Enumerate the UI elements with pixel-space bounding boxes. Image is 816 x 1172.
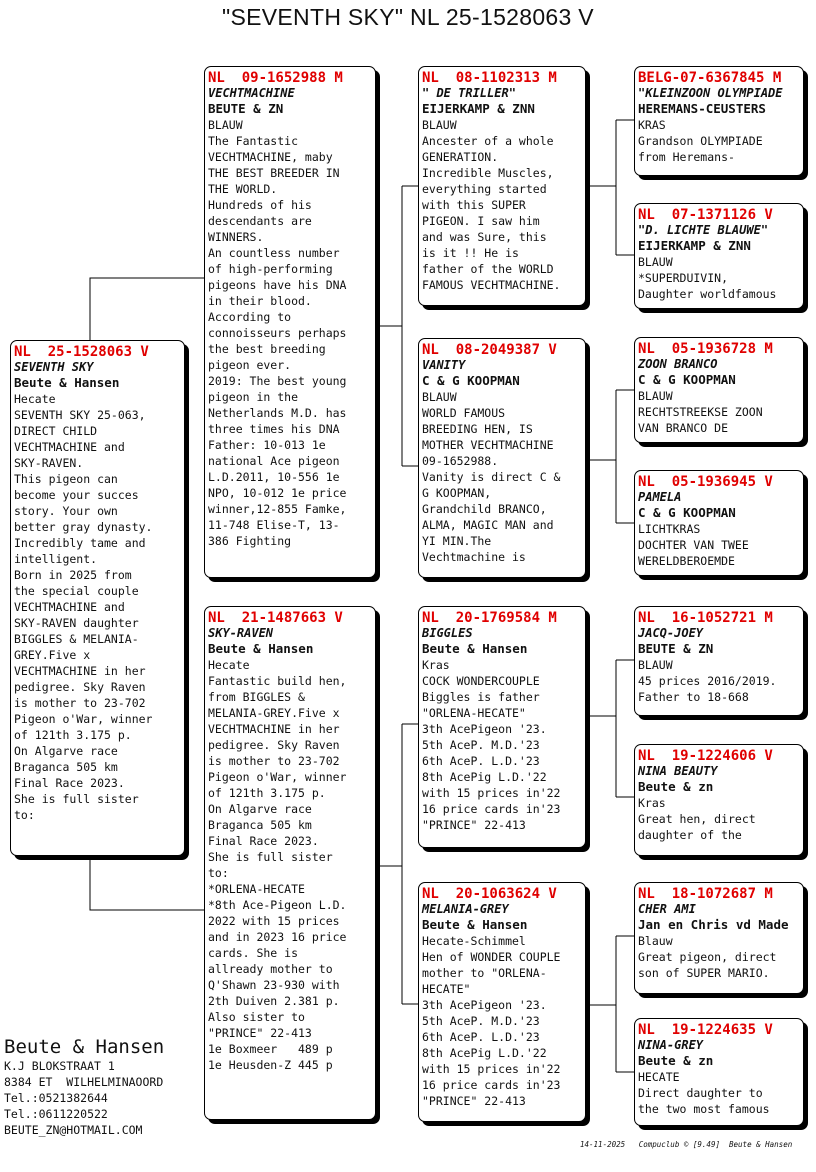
page-title: "SEVENTH SKY" NL 25-1528063 V (222, 4, 594, 30)
pigeon-description: Grandson OLYMPIADE from Heremans- (638, 134, 763, 164)
pigeon-description: Hen of WONDER COUPLE mother to "ORLENA- HECATE" 3th AcePigeon '23. 5th AceP. M.D.'23 6th AceP. L.D.'23 8th AcePig L.D.'22 with 15 prices in'22 16 price cards in'23 "PRINCE" 22-413 (422, 950, 561, 1108)
pigeon-color: Kras (638, 796, 666, 810)
pigeon-card-father-mother[interactable] (418, 338, 586, 578)
pigeon-card-mff[interactable] (634, 606, 804, 716)
pigeon-card-mother[interactable] (204, 606, 376, 1120)
ring-number: NL 20-1063624 V (422, 886, 557, 902)
pigeon-card-mother-mother[interactable] (418, 882, 586, 1122)
ring-number: NL 05-1936728 M (638, 341, 773, 357)
pigeon-color: Hecate-Schimmel (422, 934, 526, 948)
pigeon-name: "D. LICHTE BLAUWE" (638, 223, 769, 237)
breeder-name: Beute & zn (638, 1053, 714, 1068)
pigeon-description: Great hen, direct daughter of the (638, 812, 756, 842)
pigeon-color: BLAUW (208, 118, 243, 132)
pigeon-color: Blauw (638, 934, 673, 948)
pigeon-name: NINA-GREY (638, 1038, 704, 1052)
breeder-name: C & G KOOPMAN (422, 373, 520, 388)
breeder-name: Beute & Hansen (422, 641, 528, 656)
owner-city: 8384 ET WILHELMINAOORD (4, 1075, 164, 1089)
pigeon-color: BLAUW (422, 390, 457, 404)
pigeon-card-fff[interactable] (634, 66, 804, 176)
pigeon-description: 45 prices 2016/2019. Father to 18-668 (638, 674, 777, 704)
pigeon-color: BLAUW (638, 658, 673, 672)
breeder-name: Beute & zn (638, 779, 714, 794)
pigeon-color: BLAUW (422, 118, 457, 132)
pigeon-description: WORLD FAMOUS BREEDING HEN, IS MOTHER VECHTMACHINE 09-1652988. Vanity is direct C & G KOOPMAN, Grandchild BRANCO, ALMA, MAGIC MAN and YI MIN.The Vechtmachine is (422, 406, 561, 564)
ring-number: NL 16-1052721 M (638, 610, 773, 626)
breeder-name: EIJERKAMP & ZNN (422, 101, 535, 116)
ring-number: NL 08-2049387 V (422, 342, 557, 358)
breeder-name: EIJERKAMP & ZNN (638, 238, 751, 253)
breeder-name: Beute & Hansen (14, 375, 120, 390)
pigeon-card-mfm[interactable] (634, 744, 804, 856)
pigeon-card-fmf[interactable] (634, 337, 804, 443)
ring-number: NL 25-1528063 V (14, 344, 149, 360)
pigeon-name: ZOON BRANCO (638, 357, 718, 371)
pigeon-card-ffm[interactable] (634, 203, 804, 309)
ring-number: NL 05-1936945 V (638, 474, 773, 490)
pigeon-color: BLAUW (638, 255, 673, 269)
breeder-name: HEREMANS-CEUSTERS (638, 101, 766, 116)
breeder-name: Beute & Hansen (422, 917, 528, 932)
pigeon-description: RECHTSTREEKSE ZOON VAN BRANCO DE (638, 405, 763, 435)
pigeon-color: BLAUW (638, 389, 673, 403)
ring-number: NL 18-1072687 M (638, 886, 773, 902)
pigeon-color: Kras (422, 658, 450, 672)
pigeon-description: Great pigeon, direct son of SUPER MARIO. (638, 950, 777, 980)
pigeon-card-mmm[interactable] (634, 1018, 804, 1126)
pigeon-name: SEVENTH SKY (14, 360, 94, 374)
ring-number: NL 09-1652988 M (208, 70, 343, 86)
breeder-name: C & G KOOPMAN (638, 505, 736, 520)
pigeon-name: CHER AMI (638, 902, 696, 916)
pigeon-color: Hecate (14, 392, 56, 406)
pigeon-color: Hecate (208, 658, 250, 672)
breeder-name: Beute & Hansen (208, 641, 314, 656)
pigeon-card-subject[interactable] (10, 340, 185, 856)
pigeon-color: LICHTKRAS (638, 522, 701, 536)
ring-number: NL 08-1102313 M (422, 70, 557, 86)
ring-number: NL 21-1487663 V (208, 610, 343, 626)
pigeon-name: " DE TRILLER" (422, 86, 516, 100)
pigeon-name: "KLEINZOON OLYMPIADE (638, 86, 783, 100)
owner-phone-1: Tel.:0521382644 (4, 1091, 108, 1105)
pigeon-name: VANITY (422, 358, 466, 372)
pigeon-name: VECHTMACHINE (208, 86, 295, 100)
breeder-name: BEUTE & ZN (208, 101, 284, 116)
ring-number: NL 20-1769584 M (422, 610, 557, 626)
pigeon-card-father[interactable] (204, 66, 376, 578)
print-footer: 14-11-2025 Compuclub © [9.49] Beute & Hansen (580, 1140, 793, 1149)
pigeon-description: The Fantastic VECHTMACHINE, maby THE BEST BREEDER IN THE WORLD. Hundreds of his descendants are WINNERS. An countless number of high-performing pigeons have his DNA in their blood. According to connoisseurs perhaps the best breeding pigeon ever. 2019: The best young pigeon in the Netherlands M.D. has three times his DNA Father: 10-013 1e national Ace pigeon L.D.2011, 10-556 1e NPO, 10-012 1e price winner,12-855 Famke, 11-748 Elise-T, 13- 386 Fighting (208, 134, 347, 548)
pigeon-name: PAMELA (638, 490, 682, 504)
pigeon-description: COCK WONDERCOUPLE Biggles is father "ORLENA-HECATE" 3th AcePigeon '23. 5th AceP. M.D.'23 6th AceP. L.D.'23 8th AcePig L.D.'22 with 15 prices in'22 16 price cards in'23 "PRINCE" 22-413 (422, 674, 561, 832)
pigeon-name: SKY-RAVEN (208, 626, 274, 640)
owner-address: K.J BLOKSTRAAT 1 (4, 1059, 115, 1073)
pigeon-name: BIGGLES (422, 626, 473, 640)
pigeon-color: HECATE (638, 1070, 680, 1084)
pigeon-description: DOCHTER VAN TWEE WERELDBEROEMDE (638, 538, 749, 568)
pigeon-color: KRAS (638, 118, 666, 132)
pigeon-description: Ancester of a whole GENERATION. Incredible Muscles, everything started with this SUPER PIGEON. I saw him and was Sure, this is it !! He is father of the WORLD FAMOUS VECHTMACHINE. (422, 134, 561, 292)
owner-name: Beute & Hansen (4, 1036, 165, 1058)
owner-phone-2: Tel.:0611220522 (4, 1107, 108, 1121)
pigeon-card-mmf[interactable] (634, 882, 804, 994)
pigeon-name: NINA BEAUTY (638, 764, 718, 778)
owner-email[interactable]: BEUTE_ZN@HOTMAIL.COM (4, 1123, 143, 1137)
pigeon-description: Direct daughter to the two most famous (638, 1086, 770, 1116)
breeder-name: Jan en Chris vd Made (638, 917, 789, 932)
breeder-name: C & G KOOPMAN (638, 372, 736, 387)
pigeon-description: SEVENTH SKY 25-063, DIRECT CHILD VECHTMACHINE and SKY-RAVEN. This pigeon can become your succes story. Your own better gray dynasty. Incredibly tame and intelligent. Born in 2025 from the special couple VECHTMACHINE and SKY-RAVEN daughter BIGGLES & MELANIA- GREY.Five x VECHTMACHINE in her pedigree. Sky Raven is mother to 23-702 Pigeon o'War, winner of 121th 3.175 p. On Algarve race Braganca 505 km Final Race 2023. She is full sister to: (14, 408, 153, 822)
ring-number: NL 07-1371126 V (638, 207, 773, 223)
ring-number: NL 19-1224635 V (638, 1022, 773, 1038)
owner-block (4, 1036, 164, 1138)
pigeon-name: MELANIA-GREY (422, 902, 509, 916)
pigeon-card-father-father[interactable] (418, 66, 586, 306)
pigeon-card-fmm[interactable] (634, 470, 804, 576)
ring-number: BELG-07-6367845 M (638, 70, 782, 86)
pigeon-description: Fantastic build hen, from BIGGLES & MELANIA-GREY.Five x VECHTMACHINE in her pedigree. Sky Raven is mother to 23-702 Pigeon o'War, winner of 121th 3.175 p. On Algarve race Braganca 505 km Final Race 2023. She is full sister to: *ORLENA-HECATE *8th Ace-Pigeon L.D. 2022 with 15 prices and in 2023 16 price cards. She is allready mother to Q'Shawn 23-930 with 2th Duiven 2.381 p. Also sister to "PRINCE" 22-413 1e Boxmeer 489 p 1e Heusden-Z 445 p (208, 674, 347, 1072)
pigeon-name: JACQ-JOEY (638, 626, 704, 640)
breeder-name: BEUTE & ZN (638, 641, 714, 656)
pigeon-card-mother-father[interactable] (418, 606, 586, 848)
pigeon-description: *SUPERDUIVIN, Daughter worldfamous (638, 271, 777, 301)
ring-number: NL 19-1224606 V (638, 748, 773, 764)
